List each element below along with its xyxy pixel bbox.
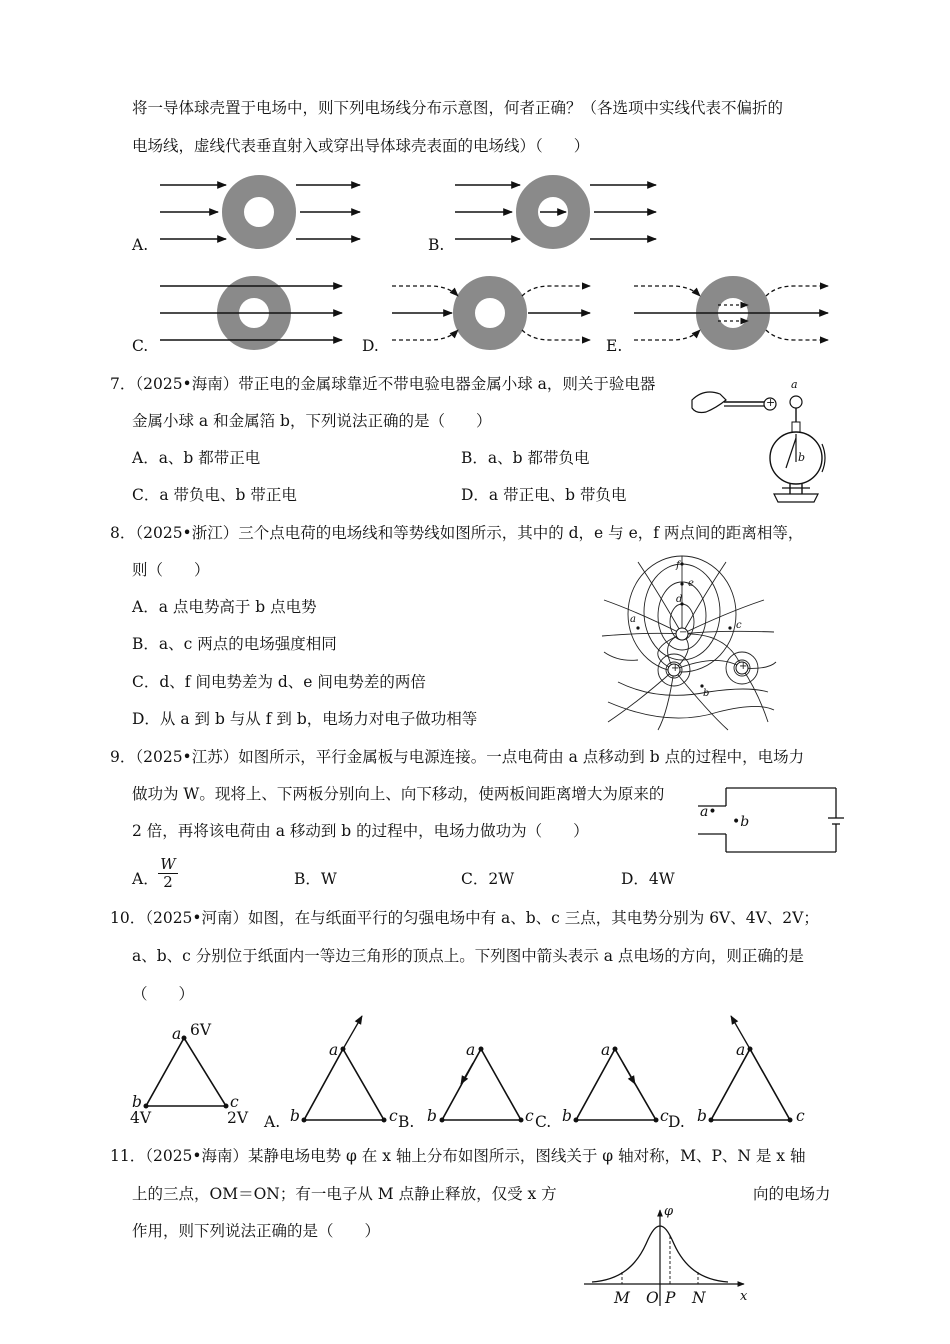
q10-a-vertex-b: b	[290, 1107, 300, 1125]
q8-fig-label-c: c	[736, 620, 742, 631]
q11-label-O: O	[646, 1289, 659, 1307]
q9-option-a-prefix: A．	[132, 870, 159, 888]
q10-option-b-triangle	[442, 1049, 521, 1120]
q10-given-va: 6V	[190, 1021, 212, 1039]
q7-fig-label-a: a	[791, 378, 798, 391]
q9-line1: 9．（2025•江苏）如图所示，平行金属板与电源连接。一点电荷由 a 点移动到 b 点的过程中，电场力	[110, 748, 805, 766]
q11-axis-x: x	[740, 1289, 748, 1304]
q10-b-vertex-c: c	[525, 1107, 534, 1125]
q6-option-d-label: D.	[362, 337, 379, 355]
q8-fig-label-e: e	[688, 578, 694, 589]
q11-line2b: 向的电场力	[753, 1185, 831, 1203]
q7-option-c: C．a 带负电、b 带正电	[132, 486, 297, 504]
q9-option-a-fraction	[158, 856, 178, 891]
q10-d-vertex-b: b	[697, 1107, 707, 1125]
q7-option-a: A．a、b 都带正电	[132, 449, 261, 467]
q6-option-e-diagram	[634, 286, 828, 340]
q10-figures	[0, 1012, 950, 1122]
q8-line2: 则（ ）	[132, 561, 210, 579]
q9-option-a-numerator: W	[158, 856, 178, 874]
q8-option-c: C．d、f 间电势差为 d、e 间电势差的两倍	[132, 673, 426, 691]
q10-a-vertex-c: c	[389, 1107, 398, 1125]
q10-d-vertex-c: c	[796, 1107, 805, 1125]
q10-option-c-triangle	[576, 1049, 656, 1120]
q8-fig-label-minus: −	[679, 627, 688, 638]
q11-label-N: N	[692, 1289, 706, 1307]
q9-option-d: D．4W	[621, 870, 675, 888]
q6-option-a-diagram	[160, 185, 360, 239]
q8-option-b: B．a、c 两点的电场强度相同	[132, 635, 337, 653]
q10-c-vertex-b: b	[562, 1107, 572, 1125]
q10-c-vertex-a: a	[601, 1041, 611, 1059]
q6-line1: 将一导体球壳置于电场中，则下列电场线分布示意图，何者正确？（各选项中实线代表不偏折的	[132, 99, 784, 117]
q10-line1: 10．（2025•河南）如图，在与纸面平行的匀强电场中有 a、b、c 三点，其电势分别为 6V、4V、2V；	[110, 909, 819, 927]
q8-line1: 8．（2025•浙江）三个点电荷的电场线和等势线如图所示，其中的 d，e 与 e，f 两点间的距离相等，	[110, 524, 804, 542]
q7-line2: 金属小球 a 和金属箔 b，下列说法正确的是（ ）	[132, 412, 492, 430]
q9-option-a-denominator: 2	[163, 873, 173, 891]
q10-option-d-triangle	[711, 1049, 790, 1120]
q8-fig-label-plus1: +	[671, 663, 680, 674]
q7-fig-label-plus: +	[766, 396, 776, 409]
q8-fig-label-plus2: +	[739, 661, 748, 672]
q10-d-vertex-a: a	[736, 1041, 746, 1059]
q7-option-d: D．a 带正电、b 带负电	[461, 486, 627, 504]
q11-potential-graph	[580, 1206, 760, 1326]
q7-line1: 7．（2025•海南）带正电的金属球靠近不带电验电器金属小球 a，则关于验电器	[110, 375, 656, 393]
q8-fig-label-d: d	[676, 594, 683, 605]
q6-option-b-diagram	[455, 185, 656, 239]
q6-option-b-label: B.	[428, 236, 445, 254]
q10-a-vertex-a: a	[329, 1041, 339, 1059]
q9-fig-label-a: a•	[700, 804, 717, 820]
q6-option-a-label: A.	[132, 236, 149, 254]
q10-b-vertex-a: a	[466, 1041, 476, 1059]
q8-option-a: A．a 点电势高于 b 点电势	[132, 598, 317, 616]
q9-line2: 做功为 W。现将上、下两板分别向上、向下移动，使两板间距离增大为原来的	[132, 785, 665, 803]
q10-given-a: a	[172, 1025, 182, 1043]
q10-option-c-label: C.	[535, 1113, 552, 1131]
q9-fig-label-b: •b	[732, 814, 750, 830]
q10-option-d-label: D.	[668, 1113, 685, 1131]
q6-option-e-label: E.	[606, 337, 623, 355]
q6-option-c-diagram	[160, 286, 342, 340]
q10-given-vb: 4V	[130, 1109, 152, 1127]
q8-option-d: D．从 a 到 b 与从 f 到 b，电场力对电子做功相等	[132, 710, 478, 728]
q6-option-c-label: C.	[132, 337, 149, 355]
q8-fig-label-b: b	[703, 688, 710, 699]
q10-option-a-arrow	[343, 1016, 362, 1049]
q8-fig-label-a: a	[630, 614, 636, 625]
q10-option-c-arrow	[623, 1063, 635, 1084]
q7-fig-label-b: b	[798, 451, 806, 464]
q6-figure	[0, 165, 950, 365]
q10-given-b: b	[132, 1093, 142, 1111]
q10-given-vc: 2V	[227, 1109, 249, 1127]
q9-option-c: C．2W	[461, 870, 515, 888]
q10-given-c: c	[230, 1093, 239, 1111]
q10-option-b-arrow	[461, 1063, 473, 1084]
q8-fig-label-f: f	[676, 560, 680, 571]
q11-axis-phi: φ	[664, 1204, 674, 1219]
q9-capacitor-figure	[694, 782, 844, 862]
q11-label-P: P	[665, 1289, 676, 1307]
q10-line2: a、b、c 分别位于纸面内一等边三角形的顶点上。下列图中箭头表示 a 点电场的方向，则正确的是	[132, 947, 804, 965]
q9-option-b: B．W	[294, 870, 337, 888]
q10-option-b-label: B.	[398, 1113, 415, 1131]
q11-line2a: 上的三点，OM＝ON；有一电子从 M 点静止释放，仅受 x 方	[132, 1185, 557, 1203]
q6-option-d-diagram	[392, 286, 590, 340]
q10-c-vertex-c: c	[660, 1107, 669, 1125]
q10-given-triangle	[146, 1038, 226, 1106]
q11-line1: 11．（2025•海南）某静电场电势 φ 在 x 轴上分布如图所示，图线关于 φ 轴对称，M、P、N 是 x 轴	[110, 1147, 806, 1165]
q11-label-M: M	[614, 1289, 630, 1307]
q10-line3: （ ）	[132, 985, 195, 1003]
q10-b-vertex-b: b	[427, 1107, 437, 1125]
q9-line3: 2 倍，再将该电荷由 a 移动到 b 的过程中，电场力做功为（ ）	[132, 822, 589, 840]
q7-option-b: B．a、b 都带负电	[461, 449, 590, 467]
q10-option-a-label: A.	[264, 1113, 281, 1131]
q11-line3: 作用，则下列说法正确的是（ ）	[132, 1222, 381, 1240]
q10-option-a-triangle	[304, 1049, 384, 1120]
q6-line2: 电场线，虚线代表垂直射入或穿出导体球壳表面的电场线）（ ）	[132, 137, 590, 155]
